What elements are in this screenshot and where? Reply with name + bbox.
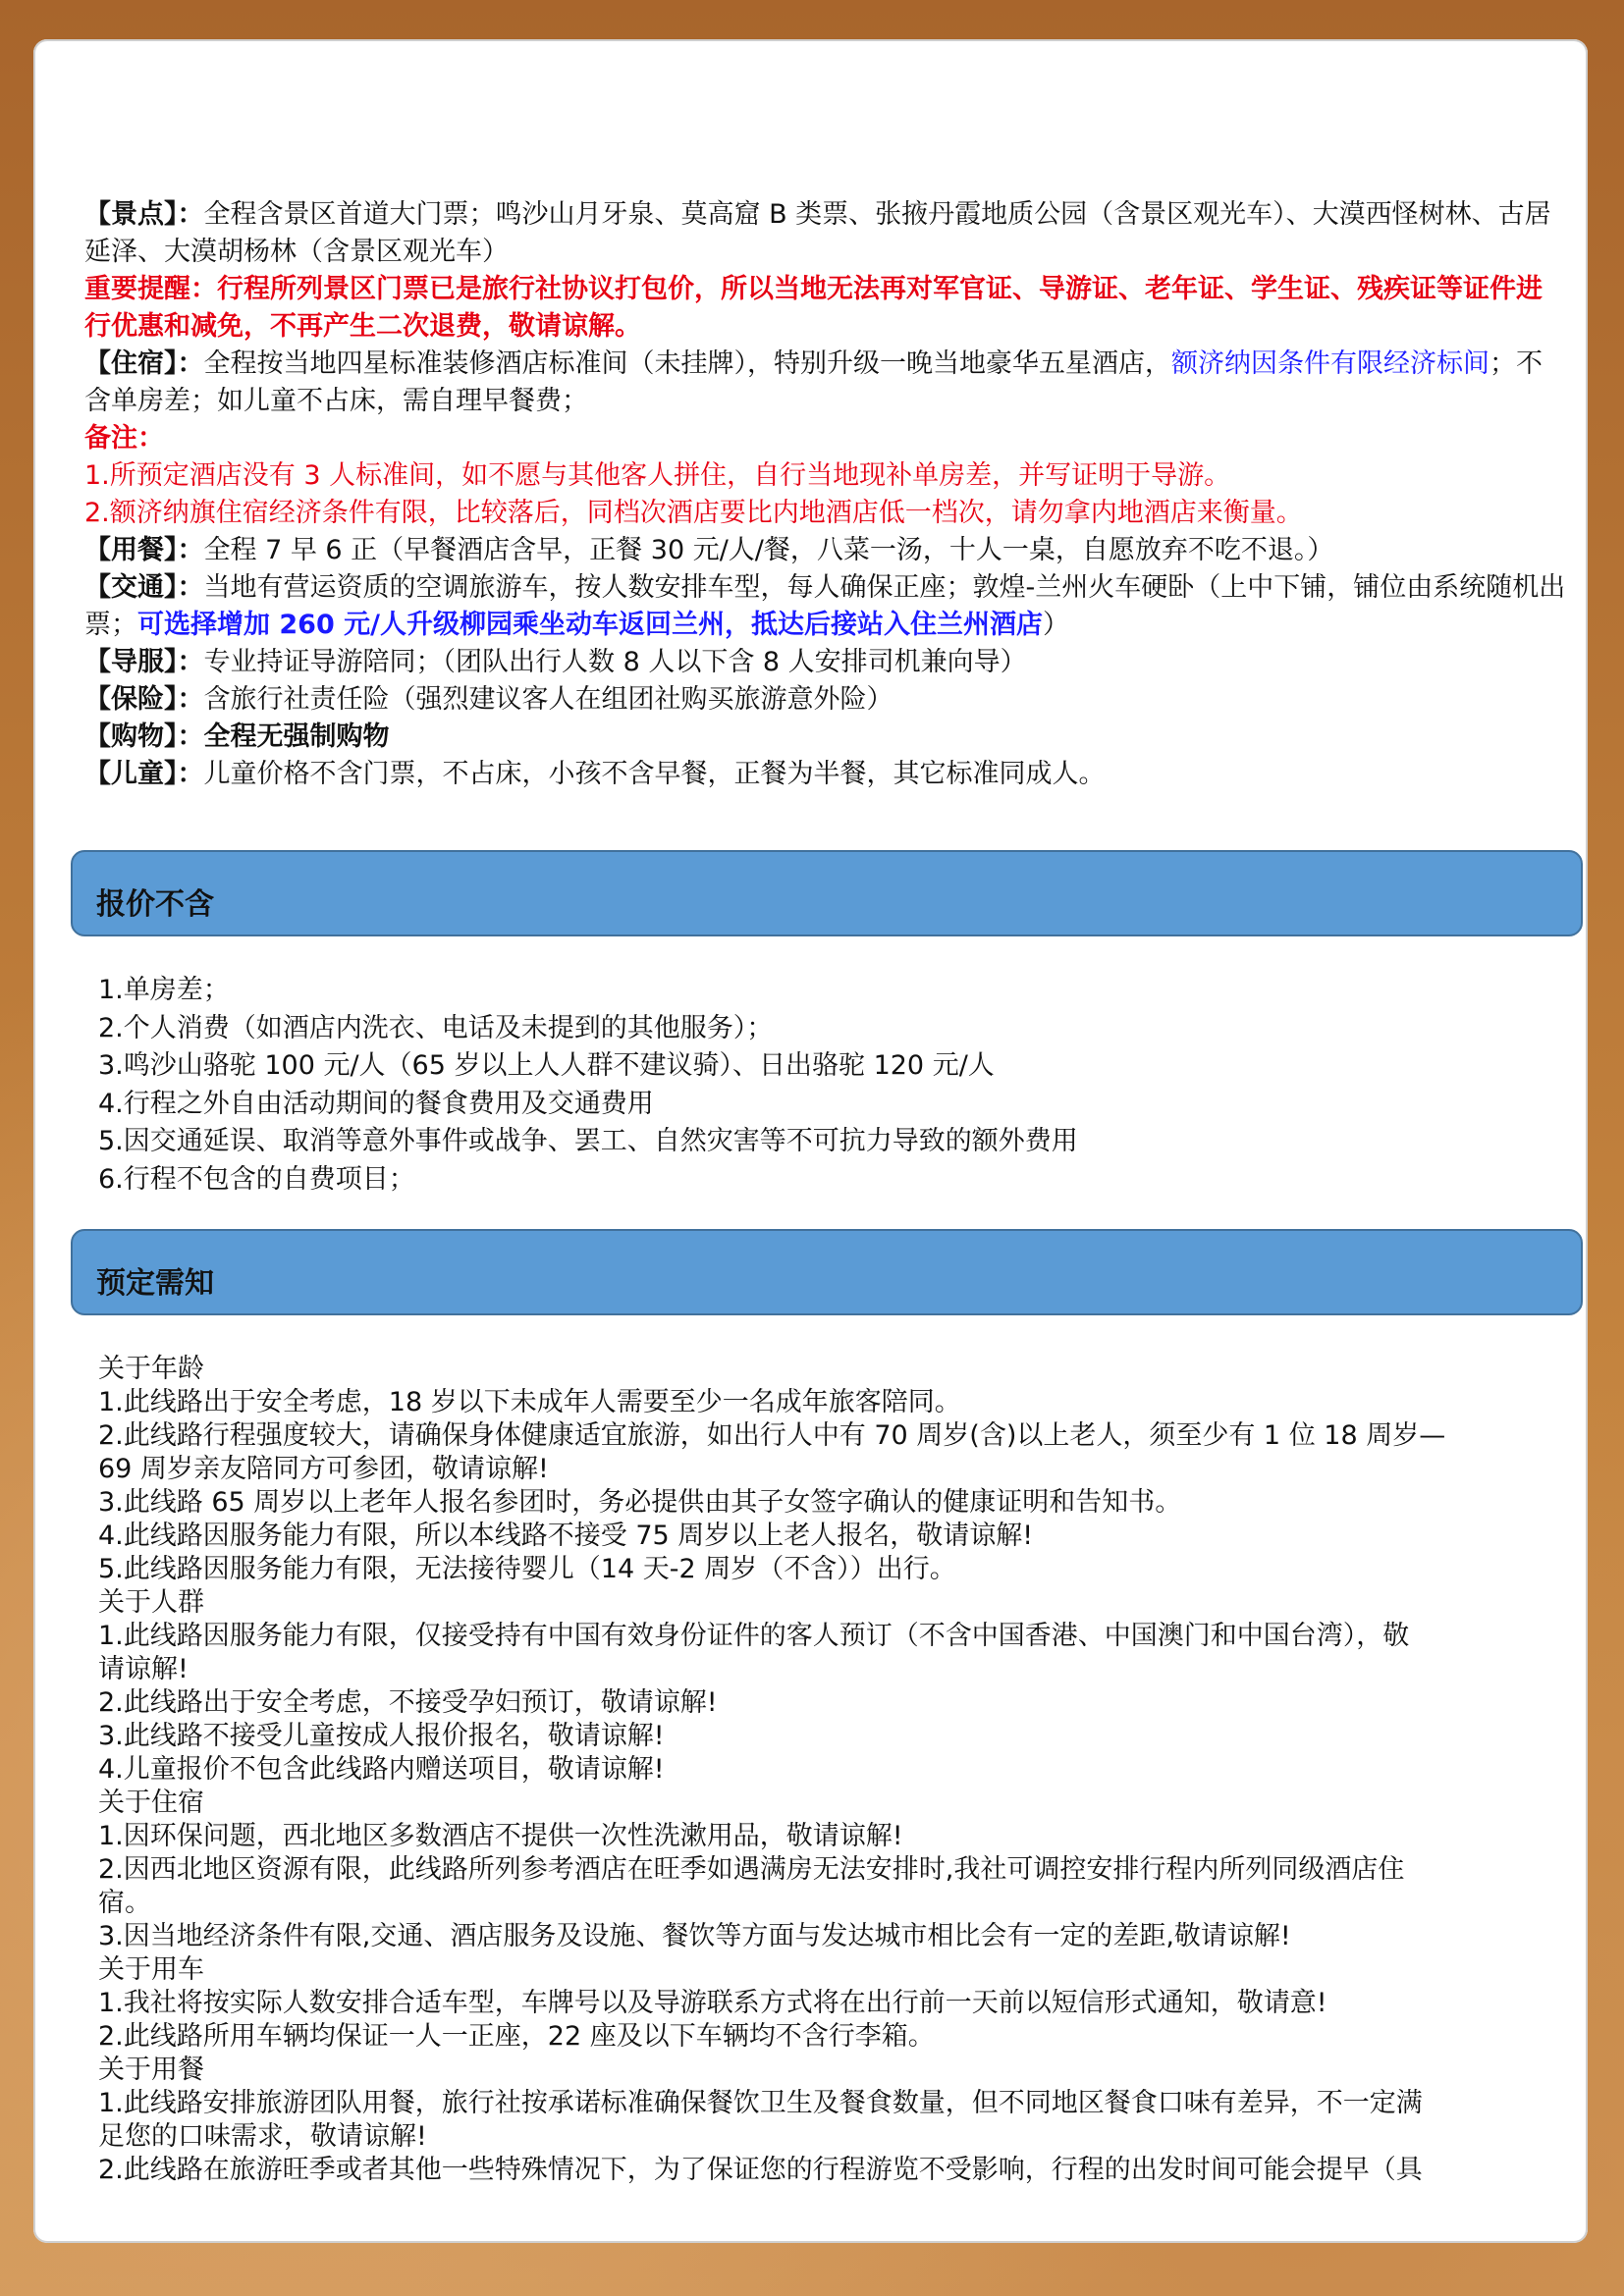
info-block [84, 196, 1567, 793]
notes-line: 足您的口味需求，敬请谅解! [98, 2121, 427, 2152]
notes-heading: 关于年龄 [98, 1354, 204, 1384]
booking-notes [98, 1353, 1542, 2187]
info-yongcan [84, 532, 1567, 569]
text: ） [1043, 610, 1070, 640]
notes-heading: 关于用餐 [98, 2055, 204, 2085]
notes-line: 请谅解! [98, 1654, 189, 1684]
label: 【购物】： [84, 721, 204, 752]
text: 儿童价格不含门票，不占床，小孩不含早餐，正餐为半餐，其它标准同成人。 [203, 759, 1106, 789]
notes-line: 4.此线路因服务能力有限，所以本线路不接受 75 周岁以上老人报名，敬请谅解! [98, 1521, 1034, 1551]
text-highlight: 可选择增加 260 元/人升级柳园乘坐动车返回兰州，抵达后接站入住兰州酒店 [137, 610, 1044, 640]
notes-line: 2.因西北地区资源有限，此线路所列参考酒店在旺季如遇满房无法安排时,我社可调控安排行程内所列同级酒店住 [98, 1854, 1405, 1885]
section-title: 报价不含 [96, 887, 214, 922]
notes-line: 2.此线路出于安全考虑，不接受孕妇预订，敬请谅解! [98, 1687, 718, 1718]
info-jingdian [84, 196, 1567, 271]
info-beizhu-label: 备注： [84, 423, 164, 454]
notes-line: 5.此线路因服务能力有限，无法接待婴儿（14 天-2 周岁（不含））出行。 [98, 1554, 956, 1584]
text: 全程无强制购物 [203, 721, 390, 752]
list-item: 1.单房差； [98, 975, 230, 1005]
info-beizhu-1: 1.所预定酒店没有 3 人标准间，如不愿与其他客人拼住，自行当地现补单房差，并写证明于导游。 [84, 460, 1231, 491]
notes-heading: 关于人群 [98, 1587, 204, 1618]
notes-line: 1.此线路因服务能力有限，仅接受持有中国有效身份证件的客人预订（不含中国香港、中国澳门和中国台湾），敬 [98, 1621, 1410, 1651]
info-gouwu [84, 719, 1567, 756]
notes-line: 69 周岁亲友陪同方可参团，敬请谅解! [98, 1454, 549, 1484]
notes-line: 3.此线路 65 周岁以上老年人报名参团时，务必提供由其子女签字确认的健康证明和告知书。 [98, 1487, 1182, 1518]
text: 全程 7 早 6 正（早餐酒店含早，正餐 30 元/人/餐，八菜一汤，十人一桌，自愿放弃不吃不退。） [203, 535, 1334, 565]
list-item: 2.个人消费（如酒店内洗衣、电话及未提到的其他服务）； [98, 1012, 774, 1043]
section-title: 预定需知 [96, 1266, 214, 1301]
notes-line: 2.此线路在旅游旺季或者其他一些特殊情况下，为了保证您的行程游览不受影响，行程的出发时间可能会提早（具 [98, 2155, 1423, 2185]
notes-line: 3.此线路不接受儿童按成人报价报名，敬请谅解! [98, 1721, 665, 1751]
label: 【儿童】： [84, 759, 204, 789]
notes-heading: 关于住宿 [98, 1788, 204, 1818]
text: 当地有营运资质的空调旅游车，按人数安排车型，每人确保正座；敦煌-兰州火车硬卧（上中下铺，铺位由系统随机出票； [84, 572, 1566, 640]
list-item: 4.行程之外自由活动期间的餐食费用及交通费用 [98, 1088, 654, 1119]
label: 【用餐】： [84, 535, 204, 565]
notes-line: 3.因当地经济条件有限,交通、酒店服务及设施、餐饮等方面与发达城市相比会有一定的差距,敬请谅解! [98, 1921, 1291, 1951]
list-item: 5.因交通延误、取消等意外事件或战争、罢工、自然灾害等不可抗力导致的额外费用 [98, 1126, 1078, 1156]
info-important: 重要提醒：行程所列景区门票已是旅行社协议打包价，所以当地无法再对军官证、导游证、老年证、学生证、残疾证等证件进行优惠和减免，不再产生二次退费，敬请谅解。 [84, 274, 1543, 342]
notes-line: 2.此线路所用车辆均保证一人一正座，22 座及以下车辆均不含行李箱。 [98, 2021, 935, 2052]
label: 【保险】： [84, 684, 204, 715]
notes-line: 1.此线路出于安全考虑，18 岁以下未成年人需要至少一名成年旅客陪同。 [98, 1387, 961, 1417]
notes-line: 1.因环保问题，西北地区多数酒店不提供一次性洗漱用品，敬请谅解! [98, 1821, 903, 1851]
info-ertong [84, 756, 1567, 793]
exclusions-list [98, 972, 1551, 1199]
notes-line: 1.此线路安排旅游团队用餐，旅行社按承诺标准确保餐饮卫生及餐食数量，但不同地区餐食口味有差异，不一定满 [98, 2088, 1423, 2118]
info-beizhu-2: 2.额济纳旗住宿经济条件有限，比较落后，同档次酒店要比内地酒店低一档次，请勿拿内地酒店来衡量。 [84, 498, 1303, 528]
text: 专业持证导游陪同；（团队出行人数 8 人以下含 8 人安排司机兼向导） [203, 647, 1027, 677]
label: 【导服】： [84, 647, 204, 677]
label: 【住宿】： [84, 348, 204, 379]
notes-heading: 关于用车 [98, 1954, 204, 1985]
notes-line: 4.儿童报价不包含此线路内赠送项目，敬请谅解! [98, 1754, 665, 1785]
notes-line: 2.此线路行程强度较大，请确保身体健康适宜旅游，如出行人中有 70 周岁(含)以上老人，须至少有 1 位 18 周岁— [98, 1420, 1446, 1451]
section-banner-exclusions [71, 850, 1583, 936]
text-highlight: 额济纳因条件有限经济标间 [1171, 348, 1489, 379]
info-jiaotong [84, 569, 1567, 644]
text: ；不含单房差；如儿童不占床，需自理早餐费； [84, 348, 1543, 416]
list-item: 3.鸣沙山骆驼 100 元/人（65 岁以上人人群不建议骑）、日出骆驼 120 元/人 [98, 1050, 995, 1081]
text: 全程按当地四星标准装修酒店标准间（未挂牌），特别升级一晚当地豪华五星酒店， [203, 348, 1171, 379]
info-zhusu [84, 346, 1567, 420]
notes-line: 宿。 [98, 1888, 151, 1918]
notes-line: 1.我社将按实际人数安排合适车型，车牌号以及导游联系方式将在出行前一天前以短信形式通知，敬请意! [98, 1988, 1327, 2018]
list-item: 6.行程不包含的自费项目； [98, 1163, 415, 1195]
text: 全程含景区首道大门票；鸣沙山月牙泉、莫高窟 B 类票、张掖丹霞地质公园（含景区观光车）、大漠西怪树林、古居延泽、大漠胡杨林（含景区观光车） [84, 199, 1551, 267]
info-baoxian [84, 681, 1567, 719]
label: 【景点】： [84, 199, 204, 230]
text: 含旅行社责任险（强烈建议客人在组团社购买旅游意外险） [203, 684, 893, 715]
label: 【交通】： [84, 572, 204, 603]
section-banner-booking-notes [71, 1229, 1583, 1315]
info-daofu [84, 644, 1567, 681]
